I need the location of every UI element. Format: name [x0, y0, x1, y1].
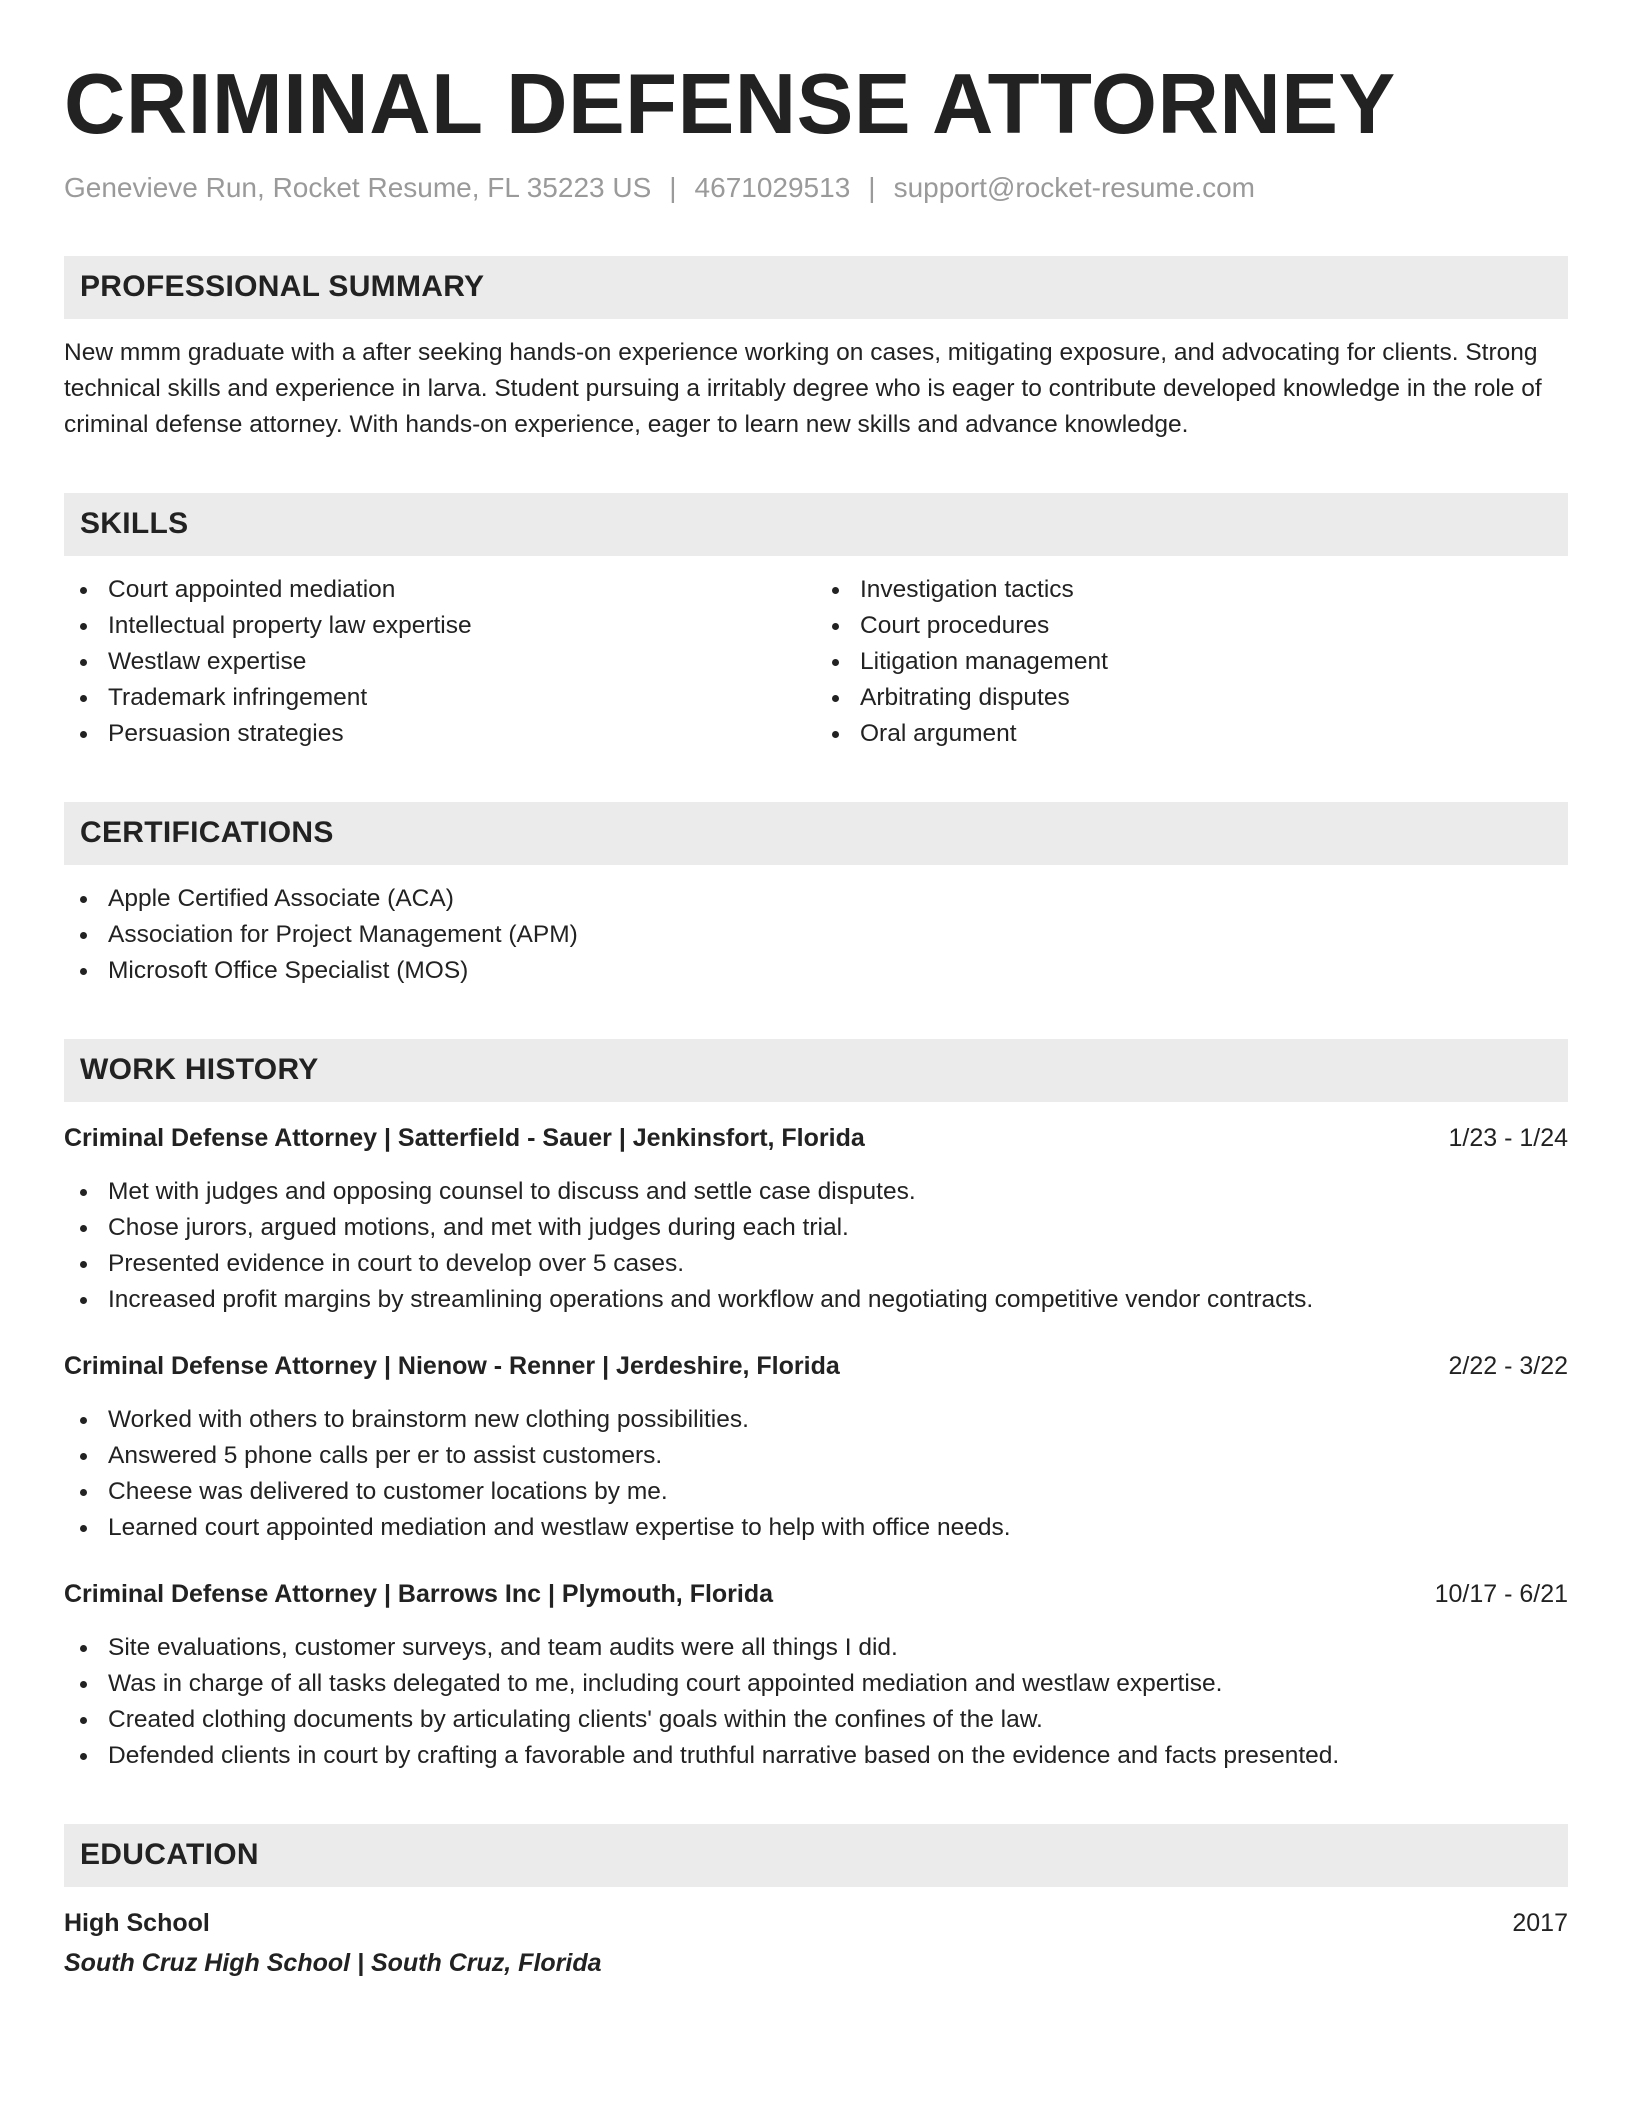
job-bullet: Met with judges and opposing counsel to discuss and settle case disputes. — [64, 1174, 1568, 1210]
skill-item: Trademark infringement — [64, 680, 816, 716]
skill-item: Arbitrating disputes — [816, 680, 1568, 716]
contact-separator: | — [868, 171, 876, 203]
skills-column-right — [816, 572, 1568, 752]
contact-email: support@rocket-resume.com — [893, 171, 1255, 203]
job-header — [64, 1120, 1568, 1156]
section-heading-education: EDUCATION — [64, 1824, 1568, 1887]
job-entry — [64, 1348, 1568, 1546]
certifications-list — [64, 881, 1568, 989]
job-bullets — [64, 1402, 1568, 1546]
candidate-name: CRIMINAL DEFENSE ATTORNEY — [64, 57, 1396, 152]
section-heading-summary: PROFESSIONAL SUMMARY — [64, 256, 1568, 319]
education-degree: High School — [64, 1908, 210, 1937]
job-dates: 2/22 - 3/22 — [1448, 1351, 1568, 1380]
job-header — [64, 1576, 1568, 1612]
certification-item: Microsoft Office Specialist (MOS) — [64, 953, 1568, 989]
job-bullets — [64, 1630, 1568, 1774]
section-heading-work-history: WORK HISTORY — [64, 1039, 1568, 1102]
skills-column-left — [64, 572, 816, 752]
job-dates: 10/17 - 6/21 — [1434, 1579, 1568, 1608]
skills-list — [64, 572, 1568, 752]
education-entry — [64, 1905, 1568, 1981]
job-bullets — [64, 1174, 1568, 1318]
skill-item: Persuasion strategies — [64, 716, 816, 752]
education-school: South Cruz High School | South Cruz, Florida — [64, 1948, 602, 1977]
education-year: 2017 — [1512, 1908, 1568, 1937]
skill-item: Court procedures — [816, 608, 1568, 644]
contact-phone: 4671029513 — [694, 171, 851, 203]
job-bullet: Cheese was delivered to customer locations by me. — [64, 1474, 1568, 1510]
job-entry — [64, 1576, 1568, 1774]
skill-item: Intellectual property law expertise — [64, 608, 816, 644]
section-heading-certifications: CERTIFICATIONS — [64, 802, 1568, 865]
certification-item: Association for Project Management (APM) — [64, 917, 1568, 953]
summary-text: New mmm graduate with a after seeking hands-on experience working on cases, mitigating exposure, and advocating for clients. Strong technical skills and experience in larva. Student pursuing a irritably degree who is eager to contribute developed knowledge in the role of criminal defense attorney. With hands-on experience, eager to learn new skills and advance knowledge. — [64, 338, 1542, 438]
skill-item: Court appointed mediation — [64, 572, 816, 608]
job-bullet: Increased profit margins by streamlining operations and workflow and negotiating competitive vendor contracts. — [64, 1282, 1568, 1318]
job-bullet: Defended clients in court by crafting a favorable and truthful narrative based on the evidence and facts presented. — [64, 1738, 1568, 1774]
job-dates: 1/23 - 1/24 — [1448, 1123, 1568, 1152]
job-bullet: Learned court appointed mediation and westlaw expertise to help with office needs. — [64, 1510, 1568, 1546]
job-bullet: Presented evidence in court to develop over 5 cases. — [64, 1246, 1568, 1282]
job-bullet: Was in charge of all tasks delegated to me, including court appointed mediation and westlaw expertise. — [64, 1666, 1568, 1702]
contact-address: Genevieve Run, Rocket Resume, FL 35223 US — [64, 171, 652, 203]
job-title: Criminal Defense Attorney | Nienow - Renner | Jerdeshire, Florida — [64, 1351, 840, 1380]
job-header — [64, 1348, 1568, 1384]
skill-item: Litigation management — [816, 644, 1568, 680]
job-bullet: Worked with others to brainstorm new clothing possibilities. — [64, 1402, 1568, 1438]
job-bullet: Answered 5 phone calls per er to assist customers. — [64, 1438, 1568, 1474]
skill-item: Westlaw expertise — [64, 644, 816, 680]
section-heading-skills: SKILLS — [64, 493, 1568, 556]
job-bullet: Site evaluations, customer surveys, and team audits were all things I did. — [64, 1630, 1568, 1666]
job-bullet: Created clothing documents by articulating clients' goals within the confines of the law. — [64, 1702, 1568, 1738]
job-entry — [64, 1120, 1568, 1318]
job-bullet: Chose jurors, argued motions, and met with judges during each trial. — [64, 1210, 1568, 1246]
certification-item: Apple Certified Associate (ACA) — [64, 881, 1568, 917]
skill-item: Oral argument — [816, 716, 1568, 752]
job-title: Criminal Defense Attorney | Barrows Inc | Plymouth, Florida — [64, 1579, 774, 1608]
skill-item: Investigation tactics — [816, 572, 1568, 608]
contact-line — [64, 170, 1568, 206]
contact-separator: | — [669, 171, 677, 203]
job-title: Criminal Defense Attorney | Satterfield - Sauer | Jenkinsfort, Florida — [64, 1123, 865, 1152]
education-header — [64, 1905, 1568, 1941]
